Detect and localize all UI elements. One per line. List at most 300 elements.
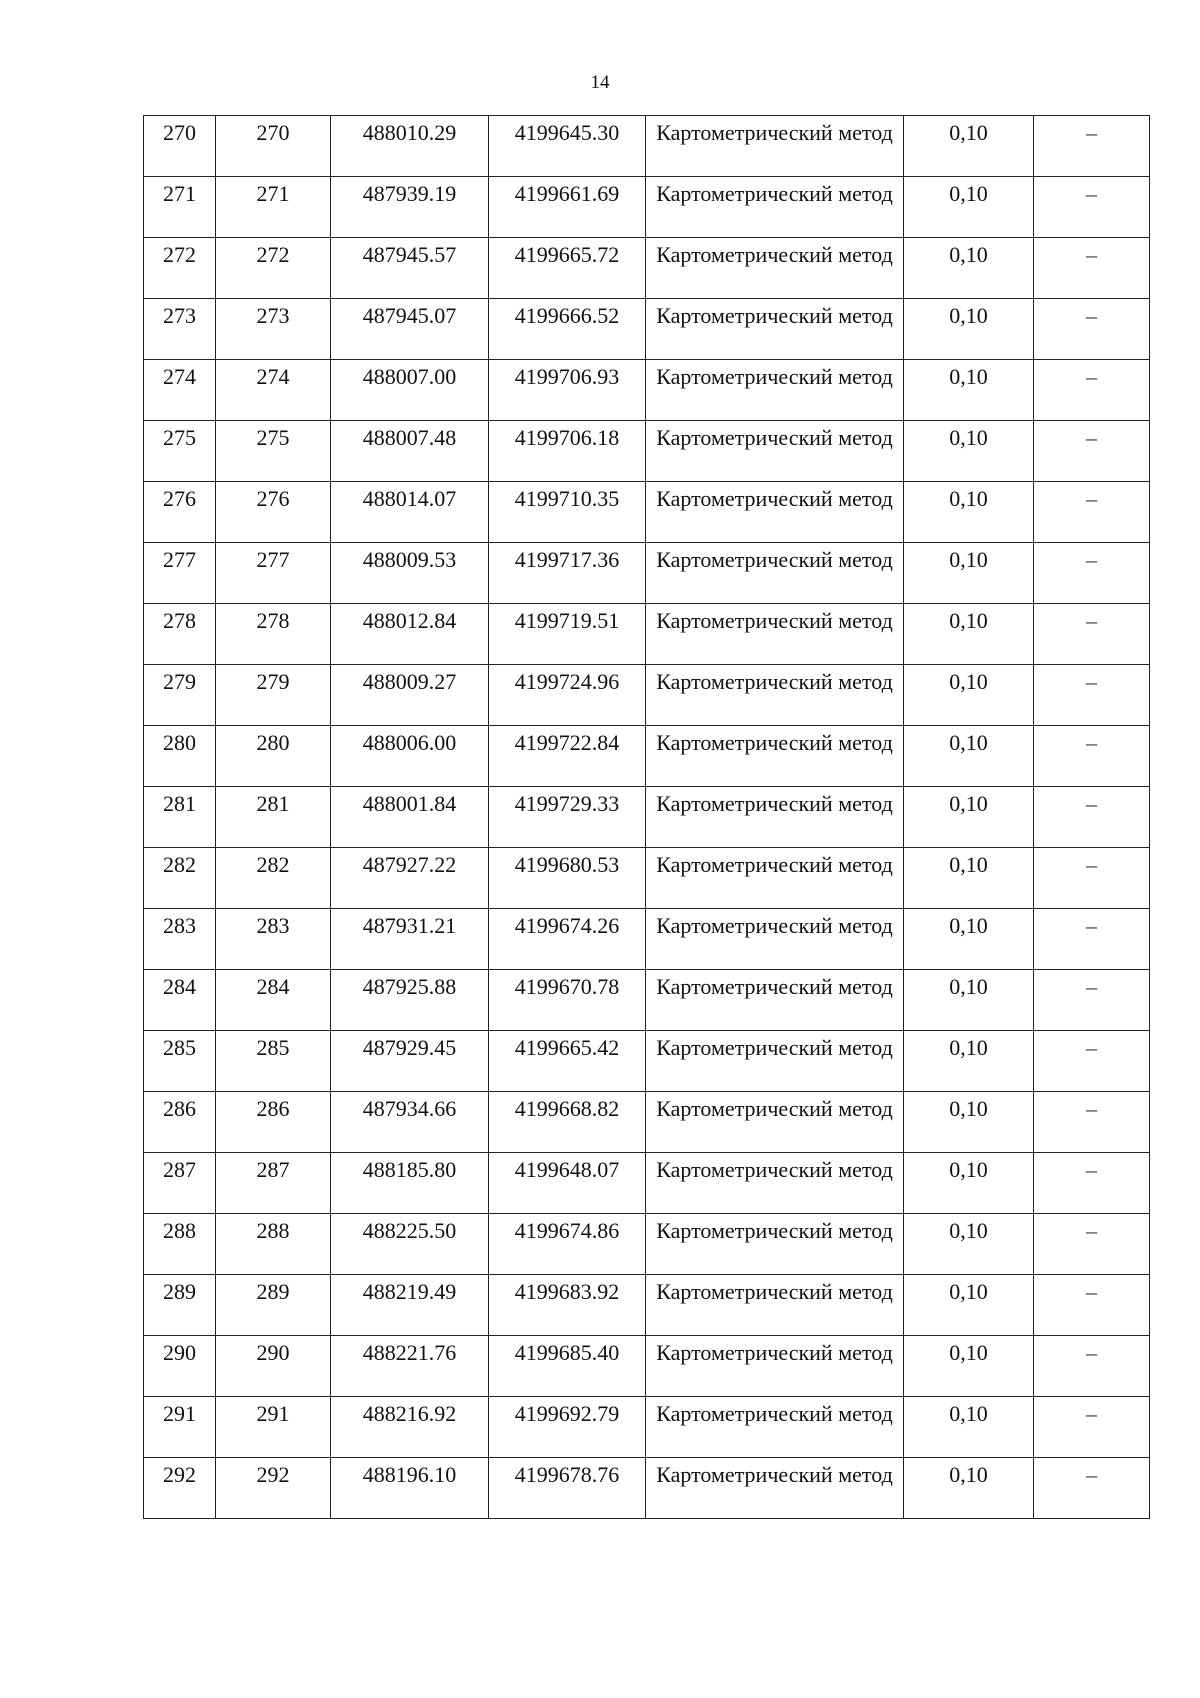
method-cell	[646, 421, 904, 482]
point-id-cell	[216, 1031, 331, 1092]
accuracy-cell	[904, 909, 1034, 970]
accuracy-cell-text: 0,10	[949, 730, 988, 755]
method-cell	[646, 543, 904, 604]
point-number-cell	[144, 604, 216, 665]
y-coordinate-cell	[489, 1031, 646, 1092]
note-cell	[1034, 238, 1150, 299]
point-number-cell-text: 272	[163, 242, 196, 267]
point-id-cell-text: 270	[256, 120, 290, 145]
x-coordinate-cell-text: 488225.50	[362, 1218, 457, 1243]
point-id-cell	[216, 1397, 331, 1458]
x-coordinate-cell	[331, 787, 489, 848]
y-coordinate-cell	[489, 1214, 646, 1275]
accuracy-cell	[904, 1031, 1034, 1092]
point-number-cell	[144, 1336, 216, 1397]
x-coordinate-cell-text: 488014.07	[362, 486, 457, 511]
note-cell-text: –	[1086, 730, 1097, 755]
method-cell-text: Картометрический метод	[656, 1462, 893, 1487]
y-coordinate-cell-text: 4199668.82	[514, 1096, 620, 1121]
table-row	[144, 299, 1150, 360]
accuracy-cell	[904, 482, 1034, 543]
method-cell-text: Картометрический метод	[656, 852, 893, 877]
point-number-cell	[144, 360, 216, 421]
accuracy-cell	[904, 1336, 1034, 1397]
method-cell-text: Картометрический метод	[656, 1279, 893, 1304]
x-coordinate-cell	[331, 604, 489, 665]
accuracy-cell	[904, 421, 1034, 482]
x-coordinate-cell-text: 488221.76	[362, 1340, 457, 1365]
y-coordinate-cell-text: 4199692.79	[514, 1401, 620, 1426]
method-cell-text: Картометрический метод	[656, 1218, 893, 1243]
accuracy-cell-text: 0,10	[949, 791, 988, 816]
y-coordinate-cell-text: 4199722.84	[514, 730, 620, 755]
note-cell-text: –	[1086, 1218, 1097, 1243]
y-coordinate-cell-text: 4199680.53	[514, 852, 620, 877]
note-cell	[1034, 909, 1150, 970]
y-coordinate-cell-text: 4199670.78	[514, 974, 620, 999]
note-cell	[1034, 787, 1150, 848]
y-coordinate-cell	[489, 299, 646, 360]
note-cell-text: –	[1086, 547, 1097, 572]
x-coordinate-cell-text: 488219.49	[362, 1279, 457, 1304]
point-id-cell-text: 289	[256, 1279, 290, 1304]
x-coordinate-cell-text: 487927.22	[362, 852, 457, 877]
x-coordinate-cell-text: 488009.53	[362, 547, 457, 572]
accuracy-cell-text: 0,10	[949, 1218, 988, 1243]
point-number-cell-text: 286	[163, 1096, 196, 1121]
point-number-cell	[144, 848, 216, 909]
method-cell	[646, 1214, 904, 1275]
point-number-cell-text: 290	[163, 1340, 196, 1365]
y-coordinate-cell-text: 4199645.30	[514, 120, 620, 145]
accuracy-cell-text: 0,10	[949, 303, 988, 328]
point-number-cell	[144, 177, 216, 238]
y-coordinate-cell	[489, 604, 646, 665]
accuracy-cell	[904, 848, 1034, 909]
point-id-cell-text: 292	[256, 1462, 290, 1487]
accuracy-cell-text: 0,10	[949, 669, 988, 694]
method-cell-text: Картометрический метод	[656, 303, 893, 328]
table-row	[144, 726, 1150, 787]
y-coordinate-cell	[489, 970, 646, 1031]
point-id-cell	[216, 1336, 331, 1397]
point-number-cell-text: 285	[163, 1035, 196, 1060]
point-id-cell-text: 278	[256, 608, 290, 633]
method-cell-text: Картометрический метод	[656, 1340, 893, 1365]
method-cell	[646, 238, 904, 299]
point-number-cell-text: 274	[163, 364, 196, 389]
note-cell	[1034, 604, 1150, 665]
point-id-cell	[216, 726, 331, 787]
point-id-cell-text: 272	[256, 242, 290, 267]
y-coordinate-cell	[489, 1092, 646, 1153]
x-coordinate-cell	[331, 1092, 489, 1153]
accuracy-cell	[904, 1153, 1034, 1214]
method-cell-text: Картометрический метод	[656, 608, 893, 633]
table-row	[144, 1031, 1150, 1092]
point-number-cell-text: 283	[163, 913, 196, 938]
point-id-cell	[216, 604, 331, 665]
note-cell	[1034, 116, 1150, 177]
x-coordinate-cell-text: 488007.48	[362, 425, 457, 450]
note-cell-text: –	[1086, 1157, 1097, 1182]
table-row	[144, 909, 1150, 970]
table-row	[144, 543, 1150, 604]
table-row	[144, 1458, 1150, 1519]
y-coordinate-cell	[489, 238, 646, 299]
method-cell	[646, 116, 904, 177]
point-id-cell-text: 280	[256, 730, 290, 755]
table-row	[144, 1153, 1150, 1214]
x-coordinate-cell	[331, 360, 489, 421]
point-number-cell	[144, 1214, 216, 1275]
point-id-cell-text: 287	[256, 1157, 290, 1182]
x-coordinate-cell-text: 487934.66	[362, 1096, 457, 1121]
note-cell-text: –	[1086, 242, 1097, 267]
table-row	[144, 482, 1150, 543]
method-cell-text: Картометрический метод	[656, 1157, 893, 1182]
point-number-cell-text: 277	[163, 547, 196, 572]
point-number-cell-text: 270	[163, 120, 196, 145]
accuracy-cell-text: 0,10	[949, 1401, 988, 1426]
note-cell-text: –	[1086, 1035, 1097, 1060]
point-number-cell-text: 289	[163, 1279, 196, 1304]
point-number-cell	[144, 482, 216, 543]
y-coordinate-cell	[489, 421, 646, 482]
point-number-cell-text: 284	[163, 974, 196, 999]
point-id-cell-text: 291	[256, 1401, 290, 1426]
point-id-cell-text: 271	[256, 181, 290, 206]
x-coordinate-cell-text: 487945.07	[362, 303, 457, 328]
point-id-cell-text: 286	[256, 1096, 290, 1121]
x-coordinate-cell-text: 488006.00	[362, 730, 457, 755]
point-number-cell	[144, 116, 216, 177]
point-id-cell-text: 277	[256, 547, 290, 572]
note-cell	[1034, 1275, 1150, 1336]
x-coordinate-cell-text: 488009.27	[362, 669, 457, 694]
point-id-cell-text: 273	[256, 303, 290, 328]
point-number-cell-text: 288	[163, 1218, 196, 1243]
table-row	[144, 238, 1150, 299]
note-cell	[1034, 665, 1150, 726]
point-id-cell	[216, 299, 331, 360]
accuracy-cell	[904, 665, 1034, 726]
y-coordinate-cell	[489, 360, 646, 421]
method-cell	[646, 848, 904, 909]
accuracy-cell	[904, 970, 1034, 1031]
accuracy-cell-text: 0,10	[949, 913, 988, 938]
accuracy-cell-text: 0,10	[949, 547, 988, 572]
x-coordinate-cell	[331, 482, 489, 543]
point-id-cell	[216, 970, 331, 1031]
table-row	[144, 604, 1150, 665]
point-number-cell	[144, 299, 216, 360]
note-cell-text: –	[1086, 913, 1097, 938]
y-coordinate-cell-text: 4199683.92	[514, 1279, 620, 1304]
y-coordinate-cell-text: 4199724.96	[514, 669, 620, 694]
note-cell-text: –	[1086, 608, 1097, 633]
accuracy-cell-text: 0,10	[949, 1035, 988, 1060]
x-coordinate-cell	[331, 726, 489, 787]
method-cell	[646, 970, 904, 1031]
x-coordinate-cell	[331, 116, 489, 177]
point-id-cell	[216, 238, 331, 299]
accuracy-cell-text: 0,10	[949, 486, 988, 511]
table-row	[144, 848, 1150, 909]
note-cell	[1034, 1153, 1150, 1214]
x-coordinate-cell-text: 487925.88	[362, 974, 457, 999]
note-cell	[1034, 848, 1150, 909]
point-id-cell	[216, 909, 331, 970]
y-coordinate-cell	[489, 909, 646, 970]
accuracy-cell-text: 0,10	[949, 1279, 988, 1304]
note-cell-text: –	[1086, 425, 1097, 450]
x-coordinate-cell	[331, 1397, 489, 1458]
accuracy-cell-text: 0,10	[949, 181, 988, 206]
method-cell-text: Картометрический метод	[656, 669, 893, 694]
accuracy-cell-text: 0,10	[949, 242, 988, 267]
method-cell-text: Картометрический метод	[656, 1401, 893, 1426]
coordinates-table	[143, 115, 1150, 1519]
accuracy-cell-text: 0,10	[949, 1462, 988, 1487]
y-coordinate-cell-text: 4199719.51	[514, 608, 620, 633]
note-cell	[1034, 1214, 1150, 1275]
point-number-cell	[144, 1031, 216, 1092]
x-coordinate-cell-text: 488010.29	[362, 120, 457, 145]
accuracy-cell	[904, 299, 1034, 360]
point-id-cell	[216, 787, 331, 848]
note-cell	[1034, 1336, 1150, 1397]
method-cell	[646, 726, 904, 787]
y-coordinate-cell	[489, 1275, 646, 1336]
method-cell	[646, 299, 904, 360]
point-id-cell	[216, 543, 331, 604]
method-cell-text: Картометрический метод	[656, 730, 893, 755]
point-number-cell-text: 276	[163, 486, 196, 511]
method-cell-text: Картометрический метод	[656, 242, 893, 267]
x-coordinate-cell-text: 488012.84	[362, 608, 457, 633]
method-cell-text: Картометрический метод	[656, 913, 893, 938]
note-cell	[1034, 177, 1150, 238]
table-row	[144, 421, 1150, 482]
point-id-cell	[216, 360, 331, 421]
y-coordinate-cell	[489, 1397, 646, 1458]
table-row	[144, 787, 1150, 848]
method-cell	[646, 1092, 904, 1153]
y-coordinate-cell-text: 4199729.33	[514, 791, 620, 816]
method-cell-text: Картометрический метод	[656, 425, 893, 450]
x-coordinate-cell	[331, 1458, 489, 1519]
accuracy-cell	[904, 604, 1034, 665]
point-number-cell-text: 273	[163, 303, 196, 328]
point-number-cell	[144, 726, 216, 787]
accuracy-cell	[904, 1397, 1034, 1458]
point-number-cell	[144, 970, 216, 1031]
y-coordinate-cell-text: 4199717.36	[514, 547, 620, 572]
point-id-cell	[216, 1092, 331, 1153]
y-coordinate-cell	[489, 787, 646, 848]
x-coordinate-cell-text: 487945.57	[362, 242, 457, 267]
x-coordinate-cell	[331, 1031, 489, 1092]
note-cell	[1034, 1092, 1150, 1153]
accuracy-cell-text: 0,10	[949, 608, 988, 633]
y-coordinate-cell-text: 4199706.93	[514, 364, 620, 389]
point-id-cell	[216, 482, 331, 543]
x-coordinate-cell-text: 487931.21	[362, 913, 457, 938]
point-id-cell-text: 288	[256, 1218, 290, 1243]
accuracy-cell-text: 0,10	[949, 425, 988, 450]
point-id-cell-text: 274	[256, 364, 290, 389]
point-id-cell-text: 283	[256, 913, 290, 938]
x-coordinate-cell	[331, 421, 489, 482]
y-coordinate-cell	[489, 1336, 646, 1397]
note-cell-text: –	[1086, 1462, 1097, 1487]
x-coordinate-cell-text: 488001.84	[362, 791, 457, 816]
point-id-cell-text: 285	[256, 1035, 290, 1060]
method-cell	[646, 1275, 904, 1336]
point-number-cell	[144, 543, 216, 604]
point-number-cell-text: 271	[163, 181, 196, 206]
note-cell-text: –	[1086, 486, 1097, 511]
accuracy-cell	[904, 1092, 1034, 1153]
method-cell-text: Картометрический метод	[656, 364, 893, 389]
y-coordinate-cell	[489, 543, 646, 604]
x-coordinate-cell-text: 488216.92	[362, 1401, 457, 1426]
method-cell	[646, 360, 904, 421]
method-cell	[646, 1153, 904, 1214]
note-cell-text: –	[1086, 181, 1097, 206]
point-id-cell-text: 279	[256, 669, 290, 694]
table-row	[144, 1336, 1150, 1397]
note-cell-text: –	[1086, 791, 1097, 816]
method-cell	[646, 665, 904, 726]
coordinates-table-body	[144, 116, 1150, 1519]
accuracy-cell	[904, 1214, 1034, 1275]
note-cell-text: –	[1086, 1096, 1097, 1121]
x-coordinate-cell	[331, 1153, 489, 1214]
table-row	[144, 1275, 1150, 1336]
table-row	[144, 1092, 1150, 1153]
point-id-cell	[216, 1153, 331, 1214]
method-cell	[646, 1336, 904, 1397]
note-cell	[1034, 1458, 1150, 1519]
accuracy-cell-text: 0,10	[949, 1340, 988, 1365]
point-id-cell	[216, 1214, 331, 1275]
table-row	[144, 116, 1150, 177]
point-number-cell-text: 281	[163, 791, 196, 816]
y-coordinate-cell	[489, 177, 646, 238]
note-cell-text: –	[1086, 974, 1097, 999]
method-cell-text: Картометрический метод	[656, 486, 893, 511]
y-coordinate-cell	[489, 1153, 646, 1214]
x-coordinate-cell	[331, 1336, 489, 1397]
table-row	[144, 970, 1150, 1031]
method-cell-text: Картометрический метод	[656, 1035, 893, 1060]
note-cell-text: –	[1086, 303, 1097, 328]
point-id-cell-text: 281	[256, 791, 290, 816]
point-number-cell-text: 279	[163, 669, 196, 694]
table-row	[144, 665, 1150, 726]
y-coordinate-cell	[489, 1458, 646, 1519]
y-coordinate-cell	[489, 482, 646, 543]
method-cell	[646, 1031, 904, 1092]
point-id-cell-text: 276	[256, 486, 290, 511]
note-cell	[1034, 1031, 1150, 1092]
point-id-cell-text: 282	[256, 852, 290, 877]
y-coordinate-cell	[489, 848, 646, 909]
note-cell	[1034, 482, 1150, 543]
accuracy-cell	[904, 726, 1034, 787]
point-id-cell	[216, 1458, 331, 1519]
point-number-cell	[144, 1092, 216, 1153]
point-number-cell	[144, 238, 216, 299]
note-cell	[1034, 421, 1150, 482]
x-coordinate-cell-text: 488007.00	[362, 364, 457, 389]
note-cell	[1034, 360, 1150, 421]
method-cell	[646, 1397, 904, 1458]
x-coordinate-cell-text: 487939.19	[362, 181, 457, 206]
point-number-cell	[144, 665, 216, 726]
y-coordinate-cell-text: 4199674.26	[514, 913, 620, 938]
y-coordinate-cell-text: 4199665.42	[514, 1035, 620, 1060]
y-coordinate-cell-text: 4199710.35	[514, 486, 620, 511]
note-cell	[1034, 970, 1150, 1031]
point-id-cell	[216, 848, 331, 909]
accuracy-cell	[904, 1275, 1034, 1336]
point-number-cell-text: 280	[163, 730, 196, 755]
x-coordinate-cell	[331, 299, 489, 360]
y-coordinate-cell-text: 4199685.40	[514, 1340, 620, 1365]
method-cell	[646, 482, 904, 543]
x-coordinate-cell	[331, 238, 489, 299]
note-cell	[1034, 543, 1150, 604]
note-cell-text: –	[1086, 852, 1097, 877]
y-coordinate-cell	[489, 116, 646, 177]
method-cell	[646, 604, 904, 665]
point-number-cell	[144, 1153, 216, 1214]
note-cell-text: –	[1086, 669, 1097, 694]
point-number-cell	[144, 1458, 216, 1519]
x-coordinate-cell	[331, 970, 489, 1031]
point-number-cell-text: 275	[163, 425, 196, 450]
point-id-cell-text: 275	[256, 425, 290, 450]
point-number-cell	[144, 1275, 216, 1336]
note-cell	[1034, 726, 1150, 787]
x-coordinate-cell-text: 487929.45	[362, 1035, 457, 1060]
accuracy-cell-text: 0,10	[949, 1096, 988, 1121]
note-cell-text: –	[1086, 1279, 1097, 1304]
x-coordinate-cell-text: 488196.10	[362, 1462, 457, 1487]
point-id-cell	[216, 665, 331, 726]
point-id-cell	[216, 1275, 331, 1336]
y-coordinate-cell	[489, 726, 646, 787]
point-number-cell-text: 287	[163, 1157, 196, 1182]
method-cell-text: Картометрический метод	[656, 791, 893, 816]
point-id-cell	[216, 421, 331, 482]
accuracy-cell	[904, 116, 1034, 177]
y-coordinate-cell-text: 4199661.69	[514, 181, 620, 206]
y-coordinate-cell-text: 4199706.18	[514, 425, 620, 450]
accuracy-cell	[904, 787, 1034, 848]
point-number-cell	[144, 421, 216, 482]
x-coordinate-cell	[331, 177, 489, 238]
method-cell-text: Картометрический метод	[656, 1096, 893, 1121]
accuracy-cell	[904, 238, 1034, 299]
point-number-cell	[144, 787, 216, 848]
table-row	[144, 1397, 1150, 1458]
method-cell	[646, 909, 904, 970]
x-coordinate-cell	[331, 665, 489, 726]
